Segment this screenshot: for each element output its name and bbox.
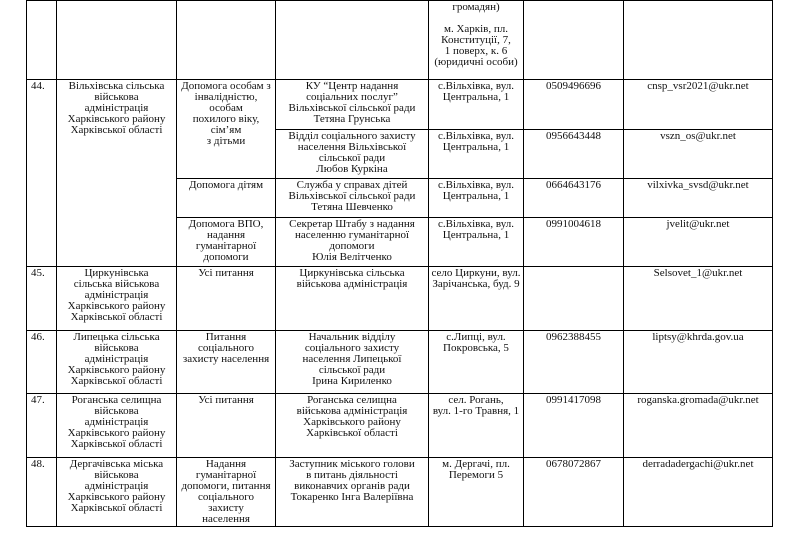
email-cell: Selsovet_1@ukr.net bbox=[624, 267, 773, 331]
email-cell: roganska.gromada@ukr.net bbox=[624, 394, 773, 458]
email-cell: vszn_os@ukr.net bbox=[624, 130, 773, 179]
table-row bbox=[27, 394, 773, 458]
table-row bbox=[27, 331, 773, 394]
contact-cell: КУ “Центр надання соціальних послуг” Вільхівської сільської ради Тетяна Грунська bbox=[276, 80, 429, 130]
table-row bbox=[27, 80, 773, 130]
contact-cell: Роганська селищна військова адміністрація Харківського району Харківської області bbox=[276, 394, 429, 458]
phone-cell: 0962388455 bbox=[524, 331, 624, 394]
address-cell: с.Вільхівка, вул. Центральна, 1 bbox=[429, 218, 524, 267]
row-number: 44. bbox=[27, 80, 57, 267]
email-cell: liptsy@khrda.gov.ua bbox=[624, 331, 773, 394]
contact-cell: Начальник відділу соціального захисту населення Липецької сільської ради Ірина Кириленко bbox=[276, 331, 429, 394]
document-page bbox=[26, 0, 772, 533]
table-row bbox=[27, 1, 773, 80]
topic-cell: Усі питання bbox=[177, 267, 276, 331]
organization-cell: Дергачівська міська військова адміністрація Харківського району Харківської області bbox=[57, 458, 177, 527]
contact-cell: Відділ соціального захисту населення Вільхівської сільської ради Любов Куркіна bbox=[276, 130, 429, 179]
organization-cell: Липецька сільська військова адміністрація Харківського району Харківської області bbox=[57, 331, 177, 394]
table-row bbox=[27, 458, 773, 527]
topic-cell: Усі питання bbox=[177, 394, 276, 458]
row-number: 48. bbox=[27, 458, 57, 527]
phone-cell: 0991417098 bbox=[524, 394, 624, 458]
topic-cell: Допомога ВПО, надання гуманітарної допомоги bbox=[177, 218, 276, 267]
contact-cell: Заступник міського голови в питань діяльності виконавчих органів ради Токаренко Інга Валеріївна bbox=[276, 458, 429, 527]
organization-cell: Вільхівська сільська військова адміністрація Харківського району Харківської області bbox=[57, 80, 177, 267]
contacts-table bbox=[26, 0, 773, 527]
table-row bbox=[27, 267, 773, 331]
address-cell: м. Дергачі, пл. Перемоги 5 bbox=[429, 458, 524, 527]
phone-cell: 0509496696 bbox=[524, 80, 624, 130]
topic-cell: Допомога особам з інвалідністю, особам похилого віку, сім’ям з дітьми bbox=[177, 80, 276, 179]
address-cell: село Циркуни, вул. Зарічанська, буд. 9 bbox=[429, 267, 524, 331]
address-cell: с.Липці, вул. Покровська, 5 bbox=[429, 331, 524, 394]
email-cell: cnsp_vsr2021@ukr.net bbox=[624, 80, 773, 130]
organization-cell: Циркунівська сільська військова адміністрація Харківського району Харківської області bbox=[57, 267, 177, 331]
phone-cell: 0956643448 bbox=[524, 130, 624, 179]
phone-cell: 0991004618 bbox=[524, 218, 624, 267]
address-cell: с.Вільхівка, вул. Центральна, 1 bbox=[429, 130, 524, 179]
phone-cell: 0678072867 bbox=[524, 458, 624, 527]
phone-cell: 0664643176 bbox=[524, 179, 624, 218]
row-number: 47. bbox=[27, 394, 57, 458]
organization-cell: Роганська селищна військова адміністрація Харківського району Харківської області bbox=[57, 394, 177, 458]
contact-cell: Служба у справах дітей Вільхівської сільської ради Тетяна Шевченко bbox=[276, 179, 429, 218]
phone-cell bbox=[524, 267, 624, 331]
email-cell: vilxivka_svsd@ukr.net bbox=[624, 179, 773, 218]
address-cell: сел. Рогань, вул. 1-го Травня, 1 bbox=[429, 394, 524, 458]
row-number: 45. bbox=[27, 267, 57, 331]
contact-cell: Секретар Штабу з надання населенню гуманітарної допомоги Юлія Велітченко bbox=[276, 218, 429, 267]
address-cell: с.Вільхівка, вул. Центральна, 1 bbox=[429, 80, 524, 130]
email-cell: jvelit@ukr.net bbox=[624, 218, 773, 267]
topic-cell: Питання соціального захисту населення bbox=[177, 331, 276, 394]
address-cell: с.Вільхівка, вул. Центральна, 1 bbox=[429, 179, 524, 218]
email-cell: derradadergachi@ukr.net bbox=[624, 458, 773, 527]
contact-cell: Циркунівська сільська військова адміністрація bbox=[276, 267, 429, 331]
address-cell: громадян) м. Харків, пл. Конституції, 7, 1 поверх, к. 6 (юридичні особи) bbox=[429, 1, 524, 80]
topic-cell: Надання гуманітарної допомоги, питання соціального захисту населення bbox=[177, 458, 276, 527]
row-number: 46. bbox=[27, 331, 57, 394]
topic-cell: Допомога дітям bbox=[177, 179, 276, 218]
